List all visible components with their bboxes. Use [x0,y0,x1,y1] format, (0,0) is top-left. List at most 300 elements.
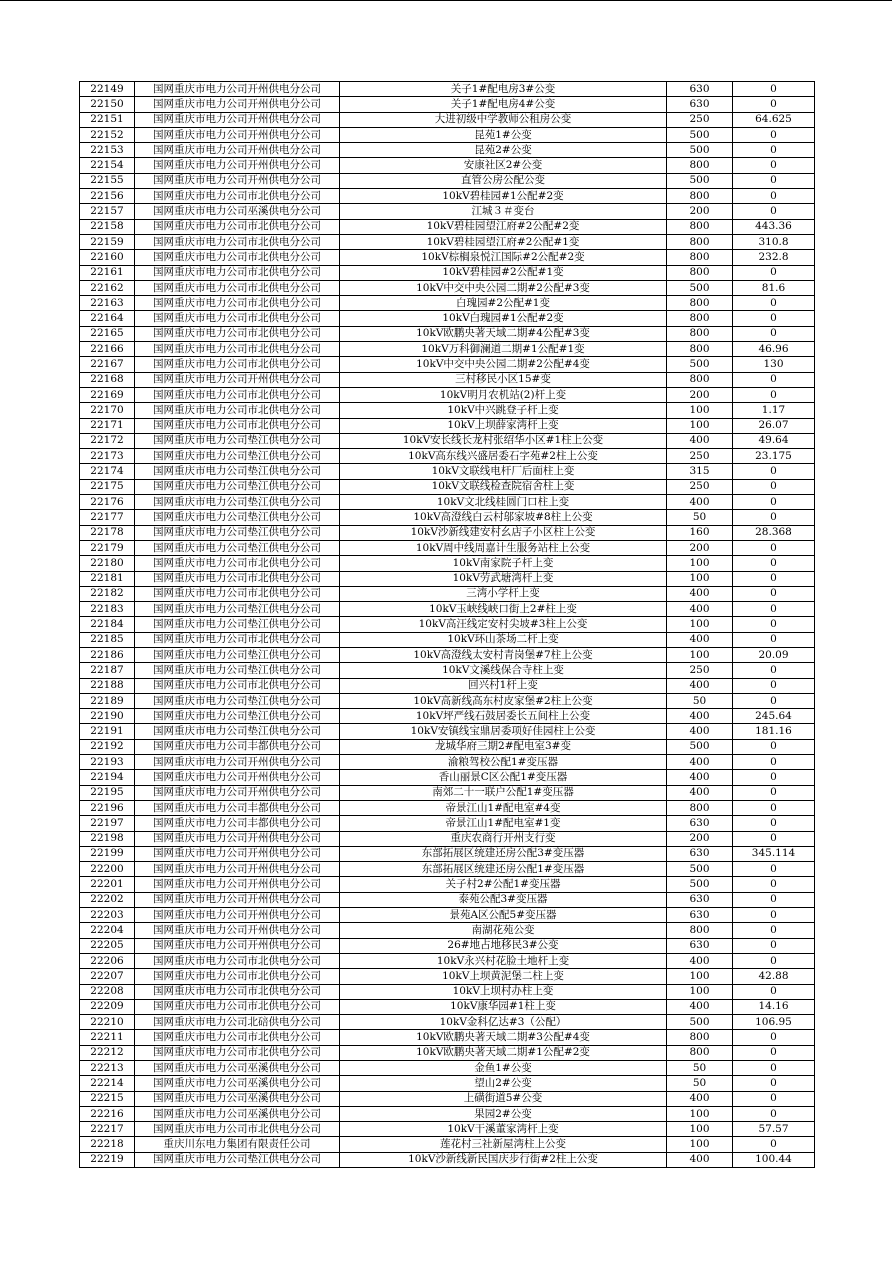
table-row [80,1152,815,1167]
transformer-name-cell: 泰苑公配3#变压器 [340,892,667,907]
value-cell: 0 [733,785,815,800]
value-cell: 49.64 [733,433,815,448]
value-cell: 232.8 [733,250,815,265]
value-cell: 0 [733,923,815,938]
table-row [80,632,815,647]
row-id-cell: 22216 [80,1106,135,1121]
value-cell: 0 [733,1045,815,1060]
table-row [80,739,815,754]
table-row [80,510,815,525]
value-cell: 0 [733,1106,815,1121]
capacity-cell: 200 [667,387,733,402]
table-row [80,969,815,984]
table-row [80,663,815,678]
company-cell: 国网重庆市电力公司市北供电分公司 [135,311,340,326]
table-row [80,250,815,265]
table-body [80,82,815,1168]
row-id-cell: 22159 [80,234,135,249]
capacity-cell: 400 [667,1152,733,1167]
row-id-cell: 22203 [80,908,135,923]
row-id-cell: 22213 [80,1061,135,1076]
company-cell: 国网重庆市电力公司市北供电分公司 [135,342,340,357]
company-cell: 国网重庆市电力公司垫江供电分公司 [135,1152,340,1167]
value-cell: 0 [733,464,815,479]
transformer-name-cell: 昆苑2#公变 [340,143,667,158]
transformer-name-cell: 10kV中交中央公园二期#2公配#4变 [340,357,667,372]
value-cell: 0 [733,510,815,525]
capacity-cell: 500 [667,1015,733,1030]
table-row [80,296,815,311]
table-row [80,908,815,923]
value-cell: 0 [733,908,815,923]
row-id-cell: 22153 [80,143,135,158]
capacity-cell: 800 [667,250,733,265]
table-row [80,479,815,494]
company-cell: 国网重庆市电力公司市北供电分公司 [135,403,340,418]
company-cell: 国网重庆市电力公司垫江供电分公司 [135,479,340,494]
row-id-cell: 22183 [80,602,135,617]
capacity-cell: 400 [667,433,733,448]
transformer-name-cell: 南郊二十一联户公配1#变压器 [340,785,667,800]
row-id-cell: 22195 [80,785,135,800]
table-row [80,556,815,571]
capacity-cell: 400 [667,999,733,1014]
table-row [80,234,815,249]
transformer-name-cell: 10kV金科亿达#3（公配） [340,1015,667,1030]
company-cell: 国网重庆市电力公司垫江供电分公司 [135,663,340,678]
company-cell: 国网重庆市电力公司开州供电分公司 [135,877,340,892]
transformer-name-cell: 东部拓展区统建还房公配1#变压器 [340,862,667,877]
row-id-cell: 22171 [80,418,135,433]
value-cell: 0 [733,571,815,586]
value-cell: 0 [733,372,815,387]
capacity-cell: 800 [667,296,733,311]
transformer-name-cell: 望山2#公变 [340,1076,667,1091]
row-id-cell: 22207 [80,969,135,984]
value-cell: 0 [733,678,815,693]
table-row [80,204,815,219]
transformer-name-cell: 金鱼1#公变 [340,1061,667,1076]
capacity-cell: 800 [667,1030,733,1045]
company-cell: 国网重庆市电力公司垫江供电分公司 [135,540,340,555]
value-cell: 0 [733,617,815,632]
company-cell: 国网重庆市电力公司市北供电分公司 [135,586,340,601]
row-id-cell: 22187 [80,663,135,678]
row-id-cell: 22178 [80,525,135,540]
table-row [80,433,815,448]
company-cell: 国网重庆市电力公司巫溪供电分公司 [135,1091,340,1106]
transformer-name-cell: 10kV环山茶场二杆上变 [340,632,667,647]
row-id-cell: 22155 [80,173,135,188]
company-cell: 国网重庆市电力公司市北供电分公司 [135,280,340,295]
table-row [80,770,815,785]
company-cell: 国网重庆市电力公司开州供电分公司 [135,173,340,188]
capacity-cell: 400 [667,495,733,510]
capacity-cell: 800 [667,234,733,249]
table-row [80,357,815,372]
table-row [80,173,815,188]
capacity-cell: 800 [667,326,733,341]
capacity-cell: 400 [667,678,733,693]
company-cell: 国网重庆市电力公司巫溪供电分公司 [135,204,340,219]
row-id-cell: 22184 [80,617,135,632]
value-cell: 0 [733,1091,815,1106]
capacity-cell: 400 [667,602,733,617]
row-id-cell: 22149 [80,82,135,97]
company-cell: 国网重庆市电力公司垫江供电分公司 [135,709,340,724]
company-cell: 国网重庆市电力公司市北供电分公司 [135,189,340,204]
capacity-cell: 100 [667,1122,733,1137]
table-row [80,831,815,846]
transformer-name-cell: 10kV明月农机站(2)杆上变 [340,387,667,402]
transformer-name-cell: 三湾小学杆上变 [340,586,667,601]
company-cell: 国网重庆市电力公司开州供电分公司 [135,923,340,938]
transformer-name-cell: 10kV上坝黄泥堡二柱上变 [340,969,667,984]
row-id-cell: 22162 [80,280,135,295]
value-cell: 443.36 [733,219,815,234]
transformer-name-cell: 10kV碧桂园#2公配#1变 [340,265,667,280]
value-cell: 0 [733,862,815,877]
value-cell: 0 [733,173,815,188]
capacity-cell: 100 [667,403,733,418]
transformer-name-cell: 上磺街道5#公变 [340,1091,667,1106]
row-id-cell: 22158 [80,219,135,234]
transformer-name-cell: 10kV万科御澜道二期#1公配#1变 [340,342,667,357]
capacity-cell: 630 [667,908,733,923]
capacity-cell: 500 [667,862,733,877]
row-id-cell: 22150 [80,97,135,112]
transformer-name-cell: 10kV沙新线建安村幺店子小区柱上公变 [340,525,667,540]
company-cell: 国网重庆市电力公司市北供电分公司 [135,953,340,968]
value-cell: 0 [733,82,815,97]
value-cell: 42.88 [733,969,815,984]
row-id-cell: 22172 [80,433,135,448]
company-cell: 国网重庆市电力公司开州供电分公司 [135,158,340,173]
transformer-name-cell: 莲花村三社新屋湾柱上公变 [340,1137,667,1152]
table-row [80,586,815,601]
transformer-name-cell: 10kV干溪董家湾杆上变 [340,1122,667,1137]
company-cell: 国网重庆市电力公司市北供电分公司 [135,219,340,234]
value-cell: 23.175 [733,449,815,464]
company-cell: 国网重庆市电力公司市北供电分公司 [135,1045,340,1060]
capacity-cell: 500 [667,280,733,295]
row-id-cell: 22188 [80,678,135,693]
table-row [80,1015,815,1030]
value-cell: 0 [733,1030,815,1045]
transformer-name-cell: 10kV文联线电杆厂后面柱上变 [340,464,667,479]
company-cell: 国网重庆市电力公司开州供电分公司 [135,372,340,387]
transformer-name-cell: 10kV中交中央公园二期#2公配#3变 [340,280,667,295]
table-row [80,938,815,953]
company-cell: 国网重庆市电力公司开州供电分公司 [135,846,340,861]
table-row [80,342,815,357]
capacity-cell: 100 [667,556,733,571]
value-cell: 0 [733,189,815,204]
row-id-cell: 22198 [80,831,135,846]
capacity-cell: 400 [667,709,733,724]
company-cell: 国网重庆市电力公司开州供电分公司 [135,143,340,158]
row-id-cell: 22190 [80,709,135,724]
company-cell: 国网重庆市电力公司市北供电分公司 [135,1122,340,1137]
value-cell: 0 [733,586,815,601]
capacity-cell: 630 [667,816,733,831]
transformer-name-cell: 10kV安长线长龙村张绍华小区#1柱上公变 [340,433,667,448]
row-id-cell: 22169 [80,387,135,402]
row-id-cell: 22166 [80,342,135,357]
transformer-name-cell: 10kV文北线桂圆门口柱上变 [340,495,667,510]
table-row [80,892,815,907]
table-row [80,617,815,632]
row-id-cell: 22181 [80,571,135,586]
row-id-cell: 22189 [80,693,135,708]
transformer-name-cell: 10kV永兴村花脸土地杆上变 [340,953,667,968]
company-cell: 国网重庆市电力公司垫江供电分公司 [135,724,340,739]
transformer-name-cell: 10kV欧鹏央著天域二期#3公配#4变 [340,1030,667,1045]
value-cell: 0 [733,892,815,907]
row-id-cell: 22163 [80,296,135,311]
company-cell: 国网重庆市电力公司丰都供电分公司 [135,816,340,831]
company-cell: 国网重庆市电力公司市北供电分公司 [135,969,340,984]
row-id-cell: 22196 [80,800,135,815]
row-id-cell: 22180 [80,556,135,571]
value-cell: 0 [733,495,815,510]
company-cell: 国网重庆市电力公司垫江供电分公司 [135,433,340,448]
company-cell: 国网重庆市电力公司市北供电分公司 [135,250,340,265]
capacity-cell: 315 [667,464,733,479]
company-cell: 国网重庆市电力公司开州供电分公司 [135,770,340,785]
transformer-name-cell: 香山丽景C区公配1#变压器 [340,770,667,785]
capacity-cell: 400 [667,770,733,785]
value-cell: 0 [733,143,815,158]
company-cell: 国网重庆市电力公司丰都供电分公司 [135,800,340,815]
table-row [80,387,815,402]
table-row [80,1122,815,1137]
row-id-cell: 22154 [80,158,135,173]
transformer-name-cell: 果园2#公变 [340,1106,667,1121]
value-cell: 0 [733,739,815,754]
transformer-name-cell: 10kV文溪线保合寺柱上变 [340,663,667,678]
transformer-name-cell: 10kV上坝村办柱上变 [340,984,667,999]
company-cell: 国网重庆市电力公司市北供电分公司 [135,357,340,372]
transformer-name-cell: 回兴村1杆上变 [340,678,667,693]
value-cell: 0 [733,602,815,617]
value-cell: 0 [733,158,815,173]
capacity-cell: 400 [667,586,733,601]
transformer-name-cell: 东部拓展区统建还房公配3#变压器 [340,846,667,861]
row-id-cell: 22168 [80,372,135,387]
company-cell: 国网重庆市电力公司开州供电分公司 [135,892,340,907]
row-id-cell: 22174 [80,464,135,479]
transformer-name-cell: 10kV玉峡线峡口街上2#柱上变 [340,602,667,617]
row-id-cell: 22199 [80,846,135,861]
company-cell: 国网重庆市电力公司市北供电分公司 [135,234,340,249]
capacity-cell: 500 [667,173,733,188]
company-cell: 国网重庆市电力公司市北供电分公司 [135,1030,340,1045]
transformer-name-cell: 10kV周中线周嘉计生服务站柱上公变 [340,540,667,555]
capacity-cell: 800 [667,1045,733,1060]
company-cell: 国网重庆市电力公司市北供电分公司 [135,556,340,571]
capacity-cell: 630 [667,97,733,112]
company-cell: 国网重庆市电力公司垫江供电分公司 [135,647,340,662]
capacity-cell: 100 [667,1137,733,1152]
row-id-cell: 22210 [80,1015,135,1030]
company-cell: 国网重庆市电力公司垫江供电分公司 [135,449,340,464]
row-id-cell: 22208 [80,984,135,999]
transformer-name-cell: 景苑A区公配5#变压器 [340,908,667,923]
table-row [80,540,815,555]
capacity-cell: 50 [667,1061,733,1076]
table-row [80,143,815,158]
row-id-cell: 22185 [80,632,135,647]
value-cell: 345.114 [733,846,815,861]
transformer-name-cell: 直管公房公配公变 [340,173,667,188]
capacity-cell: 800 [667,158,733,173]
transformer-name-cell: 10kV高澄线太安村青岗堡#7柱上公变 [340,647,667,662]
table-row [80,158,815,173]
table-row [80,403,815,418]
company-cell: 国网重庆市电力公司开州供电分公司 [135,97,340,112]
transformer-name-cell: 白瑰园#2公配#1变 [340,296,667,311]
capacity-cell: 250 [667,663,733,678]
capacity-cell: 630 [667,82,733,97]
company-cell: 国网重庆市电力公司垫江供电分公司 [135,464,340,479]
company-cell: 国网重庆市电力公司巫溪供电分公司 [135,1061,340,1076]
value-cell: 0 [733,556,815,571]
value-cell: 310.8 [733,234,815,249]
table-row [80,280,815,295]
capacity-cell: 800 [667,189,733,204]
row-id-cell: 22217 [80,1122,135,1137]
value-cell: 0 [733,816,815,831]
transformer-name-cell: 10kV劳武塘湾杆上变 [340,571,667,586]
capacity-cell: 200 [667,831,733,846]
value-cell: 28.368 [733,525,815,540]
table-row [80,862,815,877]
table-row [80,693,815,708]
row-id-cell: 22161 [80,265,135,280]
value-cell: 0 [733,755,815,770]
capacity-cell: 50 [667,510,733,525]
capacity-cell: 800 [667,219,733,234]
transformer-name-cell: 10kV棕榈泉悦江国际#2公配#2变 [340,250,667,265]
row-id-cell: 22173 [80,449,135,464]
table-row [80,571,815,586]
row-id-cell: 22167 [80,357,135,372]
company-cell: 国网重庆市电力公司巫溪供电分公司 [135,1106,340,1121]
transformer-name-cell: 10kV高新线高东村皮家堡#2柱上公变 [340,693,667,708]
capacity-cell: 800 [667,800,733,815]
capacity-cell: 50 [667,1076,733,1091]
transformer-name-cell: 大进初级中学教师公租房公变 [340,112,667,127]
table-row [80,418,815,433]
transformer-name-cell: 26#地占地移民3#公变 [340,938,667,953]
row-id-cell: 22175 [80,479,135,494]
value-cell: 57.57 [733,1122,815,1137]
value-cell: 0 [733,296,815,311]
capacity-cell: 100 [667,647,733,662]
row-id-cell: 22191 [80,724,135,739]
value-cell: 0 [733,693,815,708]
row-id-cell: 22193 [80,755,135,770]
transformer-name-cell: 关子1#配电房3#公变 [340,82,667,97]
table-row [80,724,815,739]
row-id-cell: 22179 [80,540,135,555]
capacity-cell: 500 [667,143,733,158]
value-cell: 0 [733,877,815,892]
company-cell: 国网重庆市电力公司开州供电分公司 [135,862,340,877]
row-id-cell: 22206 [80,953,135,968]
value-cell: 0 [733,1076,815,1091]
table-row [80,953,815,968]
capacity-cell: 200 [667,540,733,555]
company-cell: 国网重庆市电力公司开州供电分公司 [135,112,340,127]
table-row [80,1045,815,1060]
capacity-cell: 400 [667,755,733,770]
company-cell: 国网重庆市电力公司市北供电分公司 [135,984,340,999]
row-id-cell: 22186 [80,647,135,662]
value-cell: 20.09 [733,647,815,662]
transformer-name-cell: 10kV高汪线定安村尖坡#3柱上公变 [340,617,667,632]
value-cell: 0 [733,265,815,280]
table-row [80,1061,815,1076]
transformer-name-cell: 关子村2#公配1#变压器 [340,877,667,892]
table-row [80,449,815,464]
value-cell: 26.07 [733,418,815,433]
capacity-cell: 100 [667,969,733,984]
capacity-cell: 630 [667,938,733,953]
company-cell: 国网重庆市电力公司开州供电分公司 [135,755,340,770]
table-row [80,219,815,234]
capacity-cell: 100 [667,1106,733,1121]
company-cell: 国网重庆市电力公司开州供电分公司 [135,82,340,97]
value-cell: 1.17 [733,403,815,418]
value-cell: 0 [733,663,815,678]
value-cell: 0 [733,204,815,219]
capacity-cell: 500 [667,739,733,754]
capacity-cell: 800 [667,372,733,387]
table-row [80,1091,815,1106]
capacity-cell: 250 [667,449,733,464]
row-id-cell: 22197 [80,816,135,831]
value-cell: 0 [733,831,815,846]
transformer-name-cell: 重庆农商行开州支行变 [340,831,667,846]
row-id-cell: 22209 [80,999,135,1014]
company-cell: 国网重庆市电力公司市北供电分公司 [135,326,340,341]
transformer-name-cell: 10kV上坝薛家湾杆上变 [340,418,667,433]
value-cell: 0 [733,770,815,785]
company-cell: 国网重庆市电力公司市北供电分公司 [135,571,340,586]
capacity-cell: 800 [667,342,733,357]
company-cell: 国网重庆市电力公司垫江供电分公司 [135,617,340,632]
company-cell: 重庆川东电力集团有限责任公司 [135,1137,340,1152]
value-cell: 100.44 [733,1152,815,1167]
table-row [80,999,815,1014]
transformer-name-cell: 龙城华府三期2#配电室3#变 [340,739,667,754]
value-cell: 0 [733,326,815,341]
value-cell: 0 [733,97,815,112]
row-id-cell: 22151 [80,112,135,127]
row-id-cell: 22152 [80,127,135,142]
table-row [80,1076,815,1091]
capacity-cell: 400 [667,953,733,968]
table-row [80,1106,815,1121]
table-row [80,678,815,693]
value-cell: 0 [733,1061,815,1076]
transformer-name-cell: 10kV欧鹏央著天域二期#4公配#3变 [340,326,667,341]
transformer-name-cell: 10kV坪严线石鼓居委长五间柱上公变 [340,709,667,724]
company-cell: 国网重庆市电力公司开州供电分公司 [135,785,340,800]
row-id-cell: 22218 [80,1137,135,1152]
